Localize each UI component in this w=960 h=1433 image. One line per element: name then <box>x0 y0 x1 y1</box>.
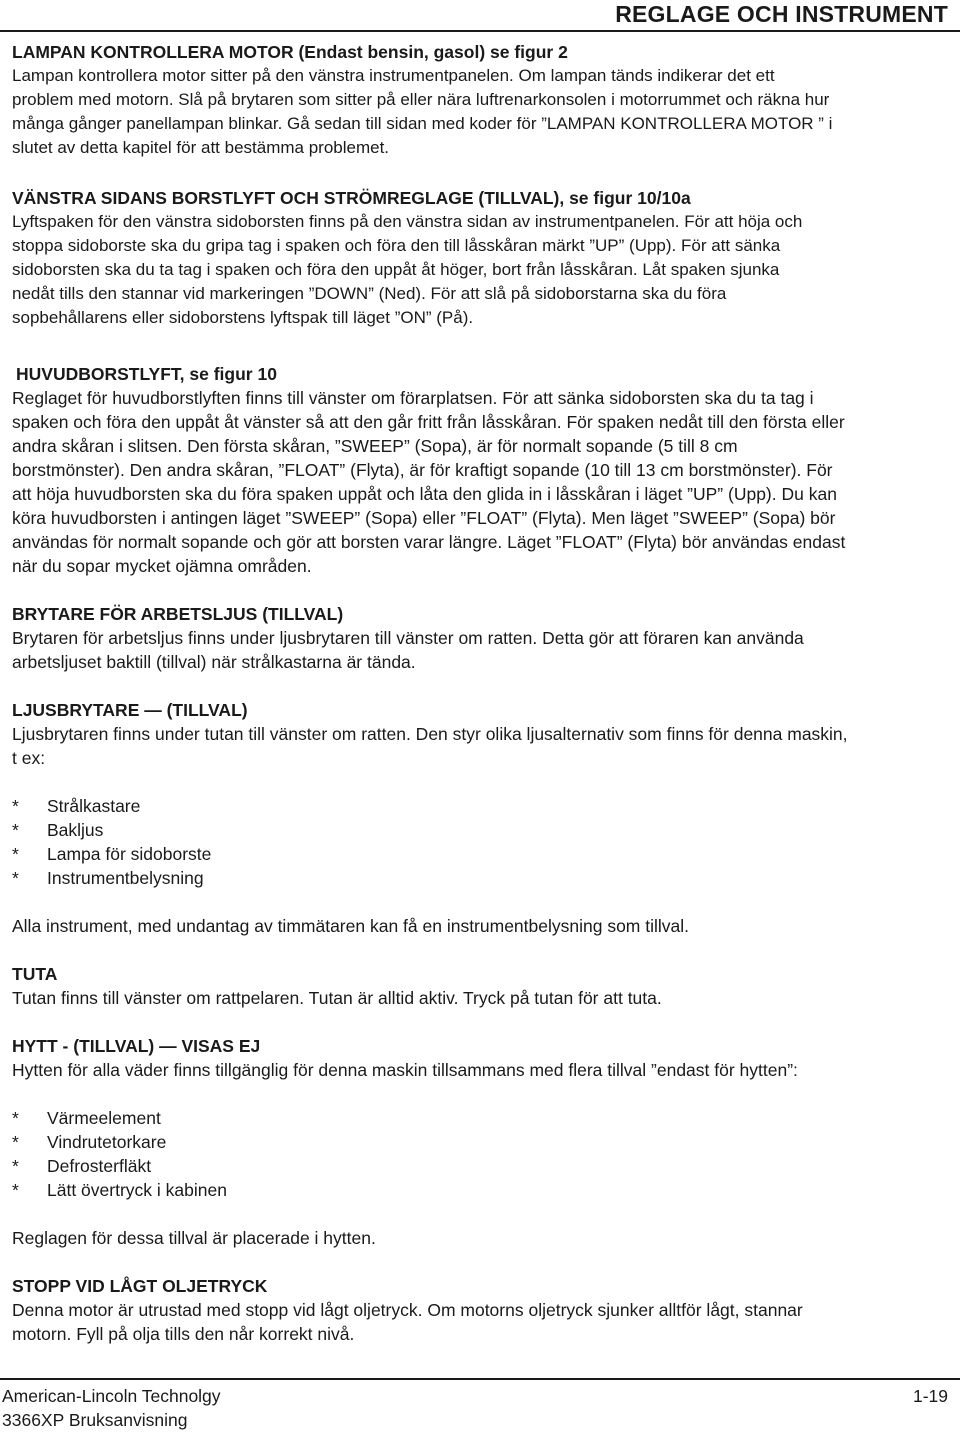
paragraph-line: köra huvudborsten i antingen läget ”SWEEP” (Sopa) eller ”FLOAT” (Flyta). Men läget ”SWEEP” (Sopa) bör <box>12 508 836 528</box>
bullet-marker: * <box>12 1156 19 1176</box>
bullet-marker: * <box>12 868 19 888</box>
header-divider <box>0 30 960 32</box>
list-item <box>12 866 947 890</box>
section-title: STOPP VID LÅGT OLJETRYCK <box>12 1276 268 1296</box>
footer-company: American-Lincoln Technolgy <box>2 1386 221 1406</box>
bullet-marker: * <box>12 796 19 816</box>
list-item-label: Instrumentbelysning <box>47 868 204 888</box>
paragraph-line: Reglaget för huvudborstlyften finns till vänster om förarplatsen. För att sänka sidoborsten ska du ta tag i <box>12 388 814 408</box>
section-hytt <box>12 1034 947 1250</box>
footer-manual-name: 3366XP Bruksanvisning <box>2 1410 188 1430</box>
list-item-label: Bakljus <box>47 820 104 840</box>
paragraph-line: Hytten för alla väder finns tillgänglig för denna maskin tillsammans med flera tillval ”endast för hytten”: <box>12 1060 798 1080</box>
bullet-marker: * <box>12 1132 19 1152</box>
paragraph-line: Lyftspaken för den vänstra sidoborsten finns på den vänstra sidan av instrumentpanelen. För att höja och <box>12 212 803 231</box>
paragraph-line: stoppa sidoborste ska du gripa tag i spaken och föra den till låsskåran märkt ”UP” (Upp). För att sänka <box>12 236 781 255</box>
paragraph-line: slutet av detta kapitel för att bestämma problemet. <box>12 138 390 157</box>
section-title: TUTA <box>12 964 58 984</box>
hytt-options-list <box>12 1106 947 1202</box>
footer-left <box>2 1384 221 1432</box>
section-title: LAMPAN KONTROLLERA MOTOR (Endast bensin, gasol) se figur 2 <box>12 42 568 62</box>
document-body <box>12 40 947 1346</box>
list-item <box>12 1178 947 1202</box>
section-ljusbrytare <box>12 698 947 938</box>
list-item <box>12 842 947 866</box>
paragraph-line: motorn. Fyll på olja tills den når korrekt nivå. <box>12 1324 355 1344</box>
bullet-marker: * <box>12 844 19 864</box>
footer-divider <box>0 1378 960 1380</box>
ljus-options-list <box>12 794 947 890</box>
bullet-marker: * <box>12 1108 19 1128</box>
paragraph-line: Tutan finns till vänster om rattpelaren. Tutan är alltid aktiv. Tryck på tutan för att tuta. <box>12 988 662 1008</box>
page-number: 1-19 <box>912 1386 948 1406</box>
list-item-label: Strålkastare <box>47 796 141 816</box>
list-item <box>12 794 947 818</box>
paragraph-line: många gånger panellampan blinkar. Gå sedan till sidan med koder för ”LAMPAN KONTROLLERA MOTOR ” i <box>12 114 833 133</box>
list-item <box>12 818 947 842</box>
list-item-label: Värmeelement <box>47 1108 161 1128</box>
list-item-label: Defrosterfläkt <box>47 1156 152 1176</box>
paragraph-line: borstmönster). Den andra skåran, ”FLOAT” (Flyta), är för kraftigt sopande (10 till 13 cm borstmönster). För <box>12 460 833 480</box>
section-title: VÄNSTRA SIDANS BORSTLYFT OCH STRÖMREGLAGE (TILLVAL), se figur 10/10a <box>12 188 691 208</box>
paragraph-line: när du sopar mycket ojämna områden. <box>12 556 312 576</box>
section-stopp-oljetryck <box>12 1274 947 1346</box>
paragraph-line: Brytaren för arbetsljus finns under ljusbrytaren till vänster om ratten. Detta gör att föraren kan använda <box>12 628 804 648</box>
section-tuta <box>12 962 947 1010</box>
paragraph-line: sopbehållarens eller sidoborstens lyftspak till läget ”ON” (På). <box>12 308 474 327</box>
section-brytare-arbetsljus <box>12 602 947 674</box>
paragraph-line: Alla instrument, med undantag av timmätaren kan få en instrumentbelysning som tillval. <box>12 916 689 936</box>
paragraph-line: spaken och föra den uppåt åt vänster så att den går fritt från låsskåran. För spaken nedåt till den första eller <box>12 412 845 432</box>
paragraph-line: Denna motor är utrustad med stopp vid lågt oljetryck. Om motorns oljetryck sjunker alltför lågt, stannar <box>12 1300 803 1320</box>
section-title: BRYTARE FÖR ARBETSLJUS (TILLVAL) <box>12 604 344 624</box>
list-item <box>12 1106 947 1130</box>
paragraph-line: arbetsljuset baktill (tillval) när strålkastarna är tända. <box>12 652 416 672</box>
paragraph-line: problem med motorn. Slå på brytaren som sitter på eller nära luftrenarkonsolen i motorrummet och räkna hur <box>12 90 830 109</box>
paragraph-line: Reglagen för dessa tillval är placerade i hytten. <box>12 1228 376 1248</box>
list-item-label: Vindrutetorkare <box>47 1132 167 1152</box>
paragraph-line: nedåt tills den stannar vid markeringen ”DOWN” (Ned). För att slå på sidoborstarna ska du föra <box>12 284 727 303</box>
list-item-label: Lätt övertryck i kabinen <box>47 1180 227 1200</box>
section-title: HUVUDBORSTLYFT, se figur 10 <box>16 364 277 384</box>
bullet-marker: * <box>12 1180 19 1200</box>
bullet-marker: * <box>12 820 19 840</box>
paragraph-line: Lampan kontrollera motor sitter på den vänstra instrumentpanelen. Om lampan tänds indikerar det ett <box>12 66 775 85</box>
section-title: HYTT - (TILLVAL) — VISAS EJ <box>12 1036 261 1056</box>
paragraph-line: t ex: <box>12 748 46 768</box>
list-item-label: Lampa för sidoborste <box>47 844 212 864</box>
section-vanstra-sidans-borstlyft <box>12 186 947 330</box>
paragraph-line: Ljusbrytaren finns under tutan till vänster om ratten. Den styr olika ljusalternativ som finns för denna maskin, <box>12 724 848 744</box>
list-item <box>12 1154 947 1178</box>
paragraph-line: användas för normalt sopande och gör att borsten varar längre. Läget ”FLOAT” (Flyta) bör användas endast <box>12 532 846 552</box>
list-item <box>12 1130 947 1154</box>
paragraph-line: sidoborsten ska du ta tag i spaken och föra den uppåt åt höger, bort från låsskåran. Låt spaken sjunka <box>12 260 780 279</box>
paragraph-line: andra skåran i slitsen. Den första skåran, ”SWEEP” (Sopa), är för normalt sopande (5 till 8 cm <box>12 436 738 456</box>
section-lampan-kontrollera-motor <box>12 40 947 160</box>
section-title: LJUSBRYTARE — (TILLVAL) <box>12 700 248 720</box>
page-header-title: REGLAGE OCH INSTRUMENT <box>615 1 948 27</box>
paragraph-line: att höja huvudborsten ska du föra spaken uppåt och låta den glida in i låsskåran i läget ”UP” (Upp). Du kan <box>12 484 837 504</box>
section-huvudborstlyft <box>12 362 947 578</box>
